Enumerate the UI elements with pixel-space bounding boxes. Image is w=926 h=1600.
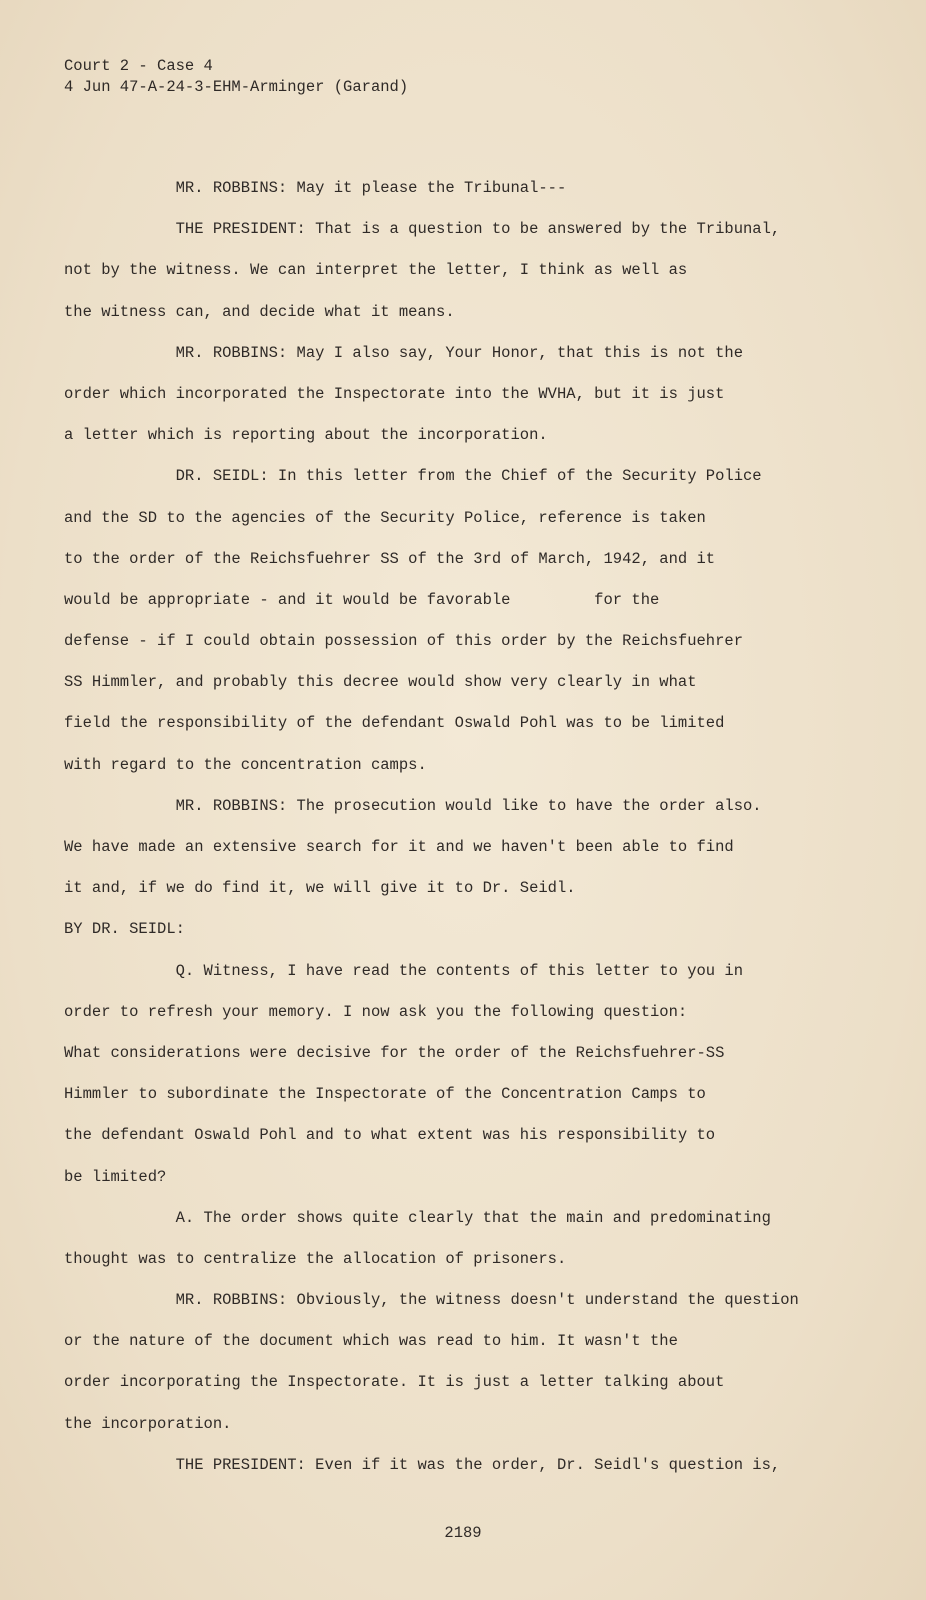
transcript-line: the incorporation. bbox=[64, 1414, 232, 1433]
transcript-line: it and, if we do find it, we will give it to Dr. Seidl. bbox=[64, 879, 576, 898]
transcript-line: or the nature of the document which was read to him. It wasn't the bbox=[64, 1332, 678, 1351]
transcript-line: be limited? bbox=[64, 1167, 167, 1186]
transcript-line: order to refresh your memory. I now ask you the following question: bbox=[64, 1002, 688, 1021]
transcript-line: Himmler to subordinate the Inspectorate of the Concentration Camps to bbox=[64, 1085, 706, 1104]
header-session-info: 4 Jun 47-A-24-3-EHM-Arminger (Garand) bbox=[64, 78, 409, 96]
transcript-line: What considerations were decisive for the order of the Reichsfuehrer-SS bbox=[64, 1043, 725, 1062]
transcript-line: BY DR. SEIDL: bbox=[64, 920, 185, 939]
transcript-line: order incorporating the Inspectorate. It is just a letter talking about bbox=[64, 1373, 725, 1392]
page-header bbox=[64, 56, 408, 98]
transcript-line: with regard to the concentration camps. bbox=[64, 755, 427, 774]
transcript-line: field the responsibility of the defendant Oswald Pohl was to be limited bbox=[64, 714, 725, 733]
transcript-line: MR. ROBBINS: May it please the Tribunal--- bbox=[64, 179, 567, 197]
transcript-line: SS Himmler, and probably this decree would show very clearly in what bbox=[64, 673, 697, 692]
transcript-line: MR. ROBBINS: The prosecution would like to have the order also. bbox=[64, 796, 762, 815]
transcript-line: MR. ROBBINS: May I also say, Your Honor, that this is not the bbox=[64, 343, 744, 362]
transcript-line: MR. ROBBINS: Obviously, the witness doesn't understand the question bbox=[64, 1291, 799, 1310]
transcript-line: a letter which is reporting about the incorporation. bbox=[64, 426, 548, 445]
transcript-line: would be appropriate - and it would be favorable for the bbox=[64, 590, 660, 609]
transcript-line: the defendant Oswald Pohl and to what extent was his responsibility to bbox=[64, 1126, 716, 1145]
transcript-line: We have made an extensive search for it and we haven't been able to find bbox=[64, 838, 734, 856]
transcript-line: A. The order shows quite clearly that the main and predominating bbox=[64, 1208, 771, 1227]
transcript-line: to the order of the Reichsfuehrer SS of the 3rd of March, 1942, and it bbox=[64, 549, 716, 568]
transcript-line: and the SD to the agencies of the Security Police, reference is taken bbox=[64, 508, 706, 527]
transcript-line: thought was to centralize the allocation of prisoners. bbox=[64, 1249, 567, 1268]
transcript-line: DR. SEIDL: In this letter from the Chief of the Security Police bbox=[64, 467, 762, 486]
transcript-line: not by the witness. We can interpret the letter, I think as well as bbox=[64, 261, 688, 280]
header-court-case: Court 2 - Case 4 bbox=[64, 57, 213, 75]
transcript-line: the witness can, and decide what it means. bbox=[64, 302, 455, 321]
transcript-line: defense - if I could obtain possession of this order by the Reichsfuehrer bbox=[64, 632, 744, 651]
page-number: 2189 bbox=[444, 1524, 482, 1542]
transcript-line: THE PRESIDENT: That is a question to be answered by the Tribunal, bbox=[64, 220, 781, 239]
transcript-line: THE PRESIDENT: Even if it was the order, Dr. Seidl's question is, bbox=[64, 1455, 781, 1474]
transcript-body bbox=[64, 178, 864, 1496]
transcript-line: order which incorporated the Inspectorate into the WVHA, but it is just bbox=[64, 384, 725, 403]
transcript-line: Q. Witness, I have read the contents of this letter to you in bbox=[64, 961, 744, 980]
